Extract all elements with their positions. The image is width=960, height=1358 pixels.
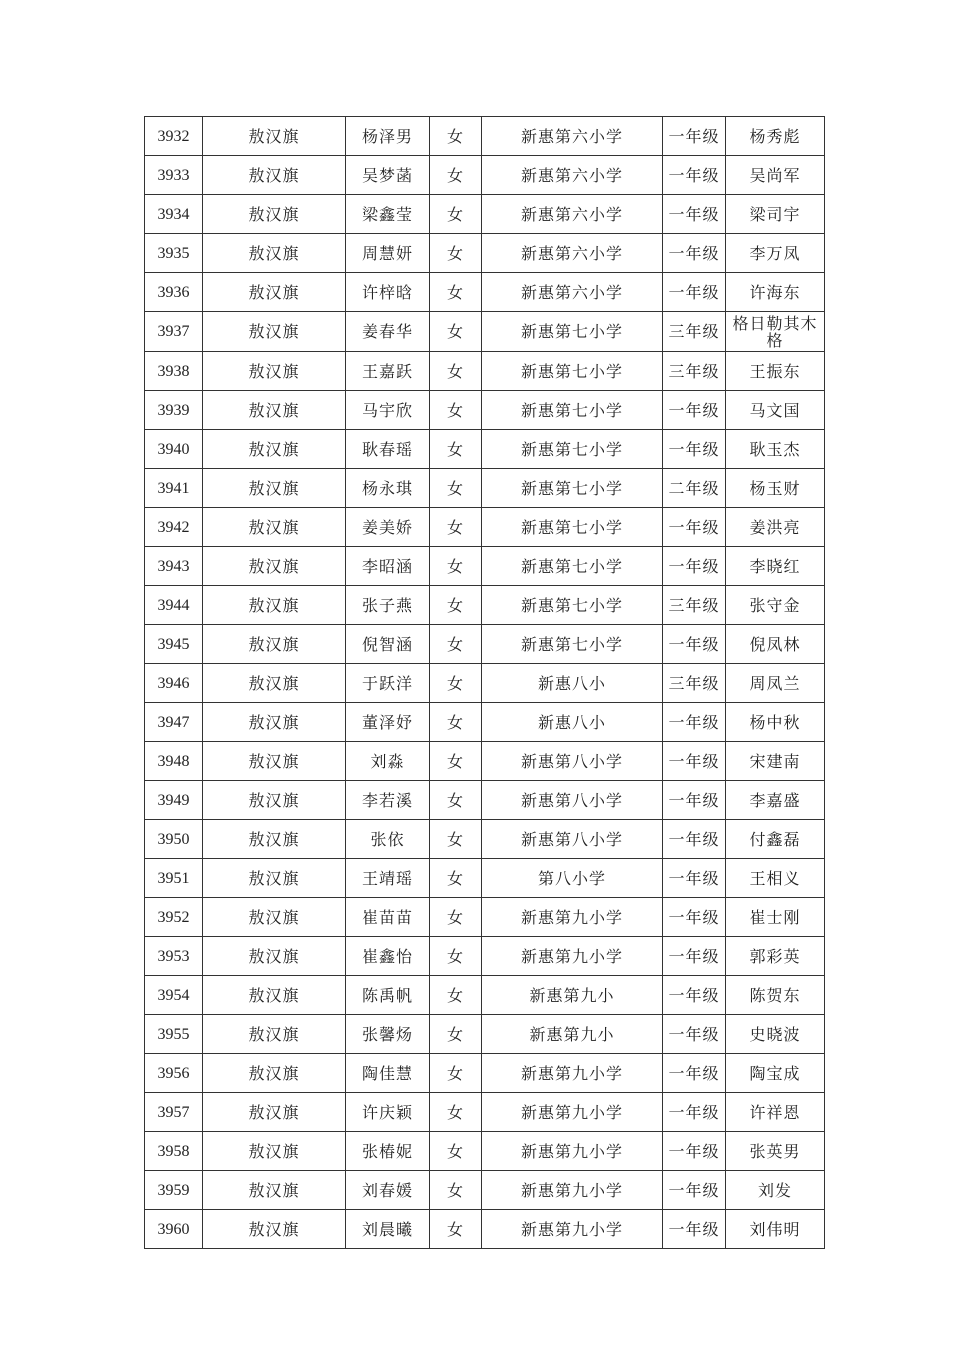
grade-cell: 一年级	[663, 1093, 726, 1132]
school-cell: 新惠第九小学	[482, 1093, 663, 1132]
parent-name-cell: 格日勒其木格	[726, 312, 825, 352]
region-cell: 敖汉旗	[203, 156, 346, 195]
school-cell: 新惠第九小学	[482, 1132, 663, 1171]
grade-cell: 一年级	[663, 859, 726, 898]
student-name-cell: 王嘉跃	[346, 352, 430, 391]
row-number-cell: 3933	[145, 156, 203, 195]
school-cell: 新惠第七小学	[482, 547, 663, 586]
table-row	[145, 625, 825, 664]
grade-cell: 一年级	[663, 937, 726, 976]
student-name-cell: 董泽妤	[346, 703, 430, 742]
parent-name-cell: 郭彩英	[726, 937, 825, 976]
school-cell: 新惠第六小学	[482, 156, 663, 195]
parent-name-cell: 宋建南	[726, 742, 825, 781]
grade-cell: 一年级	[663, 1015, 726, 1054]
student-name-cell: 周慧妍	[346, 234, 430, 273]
gender-cell: 女	[430, 625, 482, 664]
row-number-cell: 3954	[145, 976, 203, 1015]
school-cell: 新惠第七小学	[482, 625, 663, 664]
gender-cell: 女	[430, 1015, 482, 1054]
row-number-cell: 3955	[145, 1015, 203, 1054]
region-cell: 敖汉旗	[203, 742, 346, 781]
parent-name-cell: 杨玉财	[726, 469, 825, 508]
grade-cell: 一年级	[663, 508, 726, 547]
school-cell: 新惠第七小学	[482, 352, 663, 391]
school-cell: 新惠第九小	[482, 1015, 663, 1054]
grade-cell: 三年级	[663, 664, 726, 703]
gender-cell: 女	[430, 352, 482, 391]
row-number-cell: 3947	[145, 703, 203, 742]
student-name-cell: 刘春媛	[346, 1171, 430, 1210]
parent-name-cell: 李万凤	[726, 234, 825, 273]
student-name-cell: 李昭涵	[346, 547, 430, 586]
table-row	[145, 195, 825, 234]
student-name-cell: 刘淼	[346, 742, 430, 781]
region-cell: 敖汉旗	[203, 430, 346, 469]
student-roster-table	[144, 116, 825, 1249]
grade-cell: 一年级	[663, 742, 726, 781]
region-cell: 敖汉旗	[203, 1015, 346, 1054]
gender-cell: 女	[430, 547, 482, 586]
region-cell: 敖汉旗	[203, 1093, 346, 1132]
school-cell: 新惠第七小学	[482, 508, 663, 547]
region-cell: 敖汉旗	[203, 586, 346, 625]
table-row	[145, 820, 825, 859]
table-row	[145, 898, 825, 937]
student-name-cell: 崔苗苗	[346, 898, 430, 937]
region-cell: 敖汉旗	[203, 117, 346, 156]
parent-name-cell: 张守金	[726, 586, 825, 625]
parent-name-cell: 倪凤林	[726, 625, 825, 664]
table-row	[145, 1093, 825, 1132]
school-cell: 新惠第八小学	[482, 781, 663, 820]
student-name-cell: 倪智涵	[346, 625, 430, 664]
gender-cell: 女	[430, 430, 482, 469]
grade-cell: 一年级	[663, 156, 726, 195]
row-number-cell: 3946	[145, 664, 203, 703]
school-cell: 新惠第九小学	[482, 898, 663, 937]
row-number-cell: 3936	[145, 273, 203, 312]
region-cell: 敖汉旗	[203, 312, 346, 352]
parent-name-cell: 刘伟明	[726, 1210, 825, 1249]
row-number-cell: 3939	[145, 391, 203, 430]
gender-cell: 女	[430, 312, 482, 352]
parent-name-cell: 陈贺东	[726, 976, 825, 1015]
row-number-cell: 3948	[145, 742, 203, 781]
table-row	[145, 1054, 825, 1093]
row-number-cell: 3938	[145, 352, 203, 391]
row-number-cell: 3941	[145, 469, 203, 508]
school-cell: 新惠第七小学	[482, 391, 663, 430]
row-number-cell: 3952	[145, 898, 203, 937]
grade-cell: 一年级	[663, 898, 726, 937]
grade-cell: 三年级	[663, 352, 726, 391]
row-number-cell: 3945	[145, 625, 203, 664]
student-name-cell: 于跃洋	[346, 664, 430, 703]
gender-cell: 女	[430, 508, 482, 547]
roster-body	[145, 117, 825, 1249]
grade-cell: 一年级	[663, 273, 726, 312]
student-name-cell: 耿春瑶	[346, 430, 430, 469]
region-cell: 敖汉旗	[203, 547, 346, 586]
row-number-cell: 3932	[145, 117, 203, 156]
parent-name-cell: 李嘉盛	[726, 781, 825, 820]
school-cell: 新惠第六小学	[482, 273, 663, 312]
table-row	[145, 469, 825, 508]
student-name-cell: 张子燕	[346, 586, 430, 625]
table-row	[145, 781, 825, 820]
table-row	[145, 547, 825, 586]
region-cell: 敖汉旗	[203, 898, 346, 937]
gender-cell: 女	[430, 1054, 482, 1093]
school-cell: 新惠第九小学	[482, 1210, 663, 1249]
table-row	[145, 703, 825, 742]
table-row	[145, 1171, 825, 1210]
student-name-cell: 张依	[346, 820, 430, 859]
student-name-cell: 姜春华	[346, 312, 430, 352]
gender-cell: 女	[430, 273, 482, 312]
gender-cell: 女	[430, 703, 482, 742]
grade-cell: 一年级	[663, 234, 726, 273]
student-name-cell: 许庆颖	[346, 1093, 430, 1132]
row-number-cell: 3957	[145, 1093, 203, 1132]
row-number-cell: 3960	[145, 1210, 203, 1249]
gender-cell: 女	[430, 664, 482, 703]
table-row	[145, 937, 825, 976]
region-cell: 敖汉旗	[203, 391, 346, 430]
gender-cell: 女	[430, 195, 482, 234]
gender-cell: 女	[430, 469, 482, 508]
grade-cell: 二年级	[663, 469, 726, 508]
gender-cell: 女	[430, 742, 482, 781]
grade-cell: 一年级	[663, 1210, 726, 1249]
grade-cell: 一年级	[663, 1171, 726, 1210]
student-name-cell: 王靖瑶	[346, 859, 430, 898]
student-name-cell: 梁鑫莹	[346, 195, 430, 234]
gender-cell: 女	[430, 859, 482, 898]
gender-cell: 女	[430, 1093, 482, 1132]
region-cell: 敖汉旗	[203, 937, 346, 976]
grade-cell: 一年级	[663, 820, 726, 859]
school-cell: 新惠第九小学	[482, 1054, 663, 1093]
row-number-cell: 3942	[145, 508, 203, 547]
school-cell: 新惠第九小学	[482, 937, 663, 976]
student-name-cell: 张馨炀	[346, 1015, 430, 1054]
table-row	[145, 234, 825, 273]
parent-name-cell: 王相义	[726, 859, 825, 898]
region-cell: 敖汉旗	[203, 781, 346, 820]
school-cell: 新惠第七小学	[482, 430, 663, 469]
school-cell: 新惠第六小学	[482, 234, 663, 273]
table-row	[145, 1015, 825, 1054]
grade-cell: 一年级	[663, 430, 726, 469]
parent-name-cell: 张英男	[726, 1132, 825, 1171]
gender-cell: 女	[430, 391, 482, 430]
region-cell: 敖汉旗	[203, 625, 346, 664]
gender-cell: 女	[430, 234, 482, 273]
region-cell: 敖汉旗	[203, 976, 346, 1015]
parent-name-cell: 许海东	[726, 273, 825, 312]
parent-name-cell: 许祥恩	[726, 1093, 825, 1132]
grade-cell: 一年级	[663, 195, 726, 234]
region-cell: 敖汉旗	[203, 273, 346, 312]
row-number-cell: 3958	[145, 1132, 203, 1171]
table-row	[145, 508, 825, 547]
grade-cell: 三年级	[663, 586, 726, 625]
row-number-cell: 3953	[145, 937, 203, 976]
grade-cell: 一年级	[663, 391, 726, 430]
region-cell: 敖汉旗	[203, 664, 346, 703]
school-cell: 新惠八小	[482, 664, 663, 703]
school-cell: 新惠第六小学	[482, 117, 663, 156]
table-row	[145, 273, 825, 312]
parent-name-cell: 崔士刚	[726, 898, 825, 937]
table-row	[145, 117, 825, 156]
region-cell: 敖汉旗	[203, 1054, 346, 1093]
parent-name-cell: 梁司宇	[726, 195, 825, 234]
student-name-cell: 杨泽男	[346, 117, 430, 156]
gender-cell: 女	[430, 117, 482, 156]
gender-cell: 女	[430, 1171, 482, 1210]
row-number-cell: 3944	[145, 586, 203, 625]
parent-name-cell: 姜洪亮	[726, 508, 825, 547]
parent-name-cell: 李晓红	[726, 547, 825, 586]
parent-name-cell: 史晓波	[726, 1015, 825, 1054]
table-row	[145, 430, 825, 469]
parent-name-cell: 马文国	[726, 391, 825, 430]
student-name-cell: 马宇欣	[346, 391, 430, 430]
region-cell: 敖汉旗	[203, 820, 346, 859]
school-cell: 新惠第七小学	[482, 586, 663, 625]
parent-name-cell: 杨秀彪	[726, 117, 825, 156]
parent-name-cell: 刘发	[726, 1171, 825, 1210]
table-row	[145, 859, 825, 898]
grade-cell: 一年级	[663, 976, 726, 1015]
student-name-cell: 陶佳慧	[346, 1054, 430, 1093]
region-cell: 敖汉旗	[203, 352, 346, 391]
student-name-cell: 许梓晗	[346, 273, 430, 312]
grade-cell: 一年级	[663, 625, 726, 664]
parent-name-cell: 杨中秋	[726, 703, 825, 742]
parent-name-cell: 耿玉杰	[726, 430, 825, 469]
row-number-cell: 3940	[145, 430, 203, 469]
grade-cell: 三年级	[663, 312, 726, 352]
table-row	[145, 312, 825, 352]
gender-cell: 女	[430, 781, 482, 820]
table-row	[145, 352, 825, 391]
school-cell: 新惠第七小学	[482, 312, 663, 352]
grade-cell: 一年级	[663, 703, 726, 742]
student-name-cell: 吴梦菡	[346, 156, 430, 195]
student-name-cell: 崔鑫怡	[346, 937, 430, 976]
region-cell: 敖汉旗	[203, 1171, 346, 1210]
table-row	[145, 391, 825, 430]
region-cell: 敖汉旗	[203, 703, 346, 742]
grade-cell: 一年级	[663, 117, 726, 156]
row-number-cell: 3959	[145, 1171, 203, 1210]
row-number-cell: 3950	[145, 820, 203, 859]
school-cell: 新惠第八小学	[482, 820, 663, 859]
gender-cell: 女	[430, 1210, 482, 1249]
table-row	[145, 1210, 825, 1249]
row-number-cell: 3934	[145, 195, 203, 234]
grade-cell: 一年级	[663, 1132, 726, 1171]
table-row	[145, 1132, 825, 1171]
row-number-cell: 3951	[145, 859, 203, 898]
table-row	[145, 742, 825, 781]
student-name-cell: 李若溪	[346, 781, 430, 820]
region-cell: 敖汉旗	[203, 195, 346, 234]
table-row	[145, 156, 825, 195]
student-name-cell: 杨永琪	[346, 469, 430, 508]
student-name-cell: 姜美娇	[346, 508, 430, 547]
school-cell: 第八小学	[482, 859, 663, 898]
parent-name-cell: 周凤兰	[726, 664, 825, 703]
region-cell: 敖汉旗	[203, 234, 346, 273]
school-cell: 新惠八小	[482, 703, 663, 742]
row-number-cell: 3935	[145, 234, 203, 273]
gender-cell: 女	[430, 1132, 482, 1171]
grade-cell: 一年级	[663, 781, 726, 820]
table-row	[145, 976, 825, 1015]
gender-cell: 女	[430, 937, 482, 976]
student-name-cell: 张椿妮	[346, 1132, 430, 1171]
table-row	[145, 586, 825, 625]
row-number-cell: 3943	[145, 547, 203, 586]
gender-cell: 女	[430, 820, 482, 859]
region-cell: 敖汉旗	[203, 469, 346, 508]
grade-cell: 一年级	[663, 547, 726, 586]
region-cell: 敖汉旗	[203, 1132, 346, 1171]
parent-name-cell: 吴尚军	[726, 156, 825, 195]
school-cell: 新惠第七小学	[482, 469, 663, 508]
gender-cell: 女	[430, 898, 482, 937]
gender-cell: 女	[430, 156, 482, 195]
grade-cell: 一年级	[663, 1054, 726, 1093]
gender-cell: 女	[430, 586, 482, 625]
row-number-cell: 3937	[145, 312, 203, 352]
school-cell: 新惠第九小学	[482, 1171, 663, 1210]
student-name-cell: 陈禹帆	[346, 976, 430, 1015]
table-row	[145, 664, 825, 703]
school-cell: 新惠第九小	[482, 976, 663, 1015]
school-cell: 新惠第六小学	[482, 195, 663, 234]
region-cell: 敖汉旗	[203, 508, 346, 547]
parent-name-cell: 付鑫磊	[726, 820, 825, 859]
region-cell: 敖汉旗	[203, 859, 346, 898]
row-number-cell: 3956	[145, 1054, 203, 1093]
gender-cell: 女	[430, 976, 482, 1015]
school-cell: 新惠第八小学	[482, 742, 663, 781]
region-cell: 敖汉旗	[203, 1210, 346, 1249]
parent-name-cell: 王振东	[726, 352, 825, 391]
student-name-cell: 刘晨曦	[346, 1210, 430, 1249]
row-number-cell: 3949	[145, 781, 203, 820]
parent-name-cell: 陶宝成	[726, 1054, 825, 1093]
